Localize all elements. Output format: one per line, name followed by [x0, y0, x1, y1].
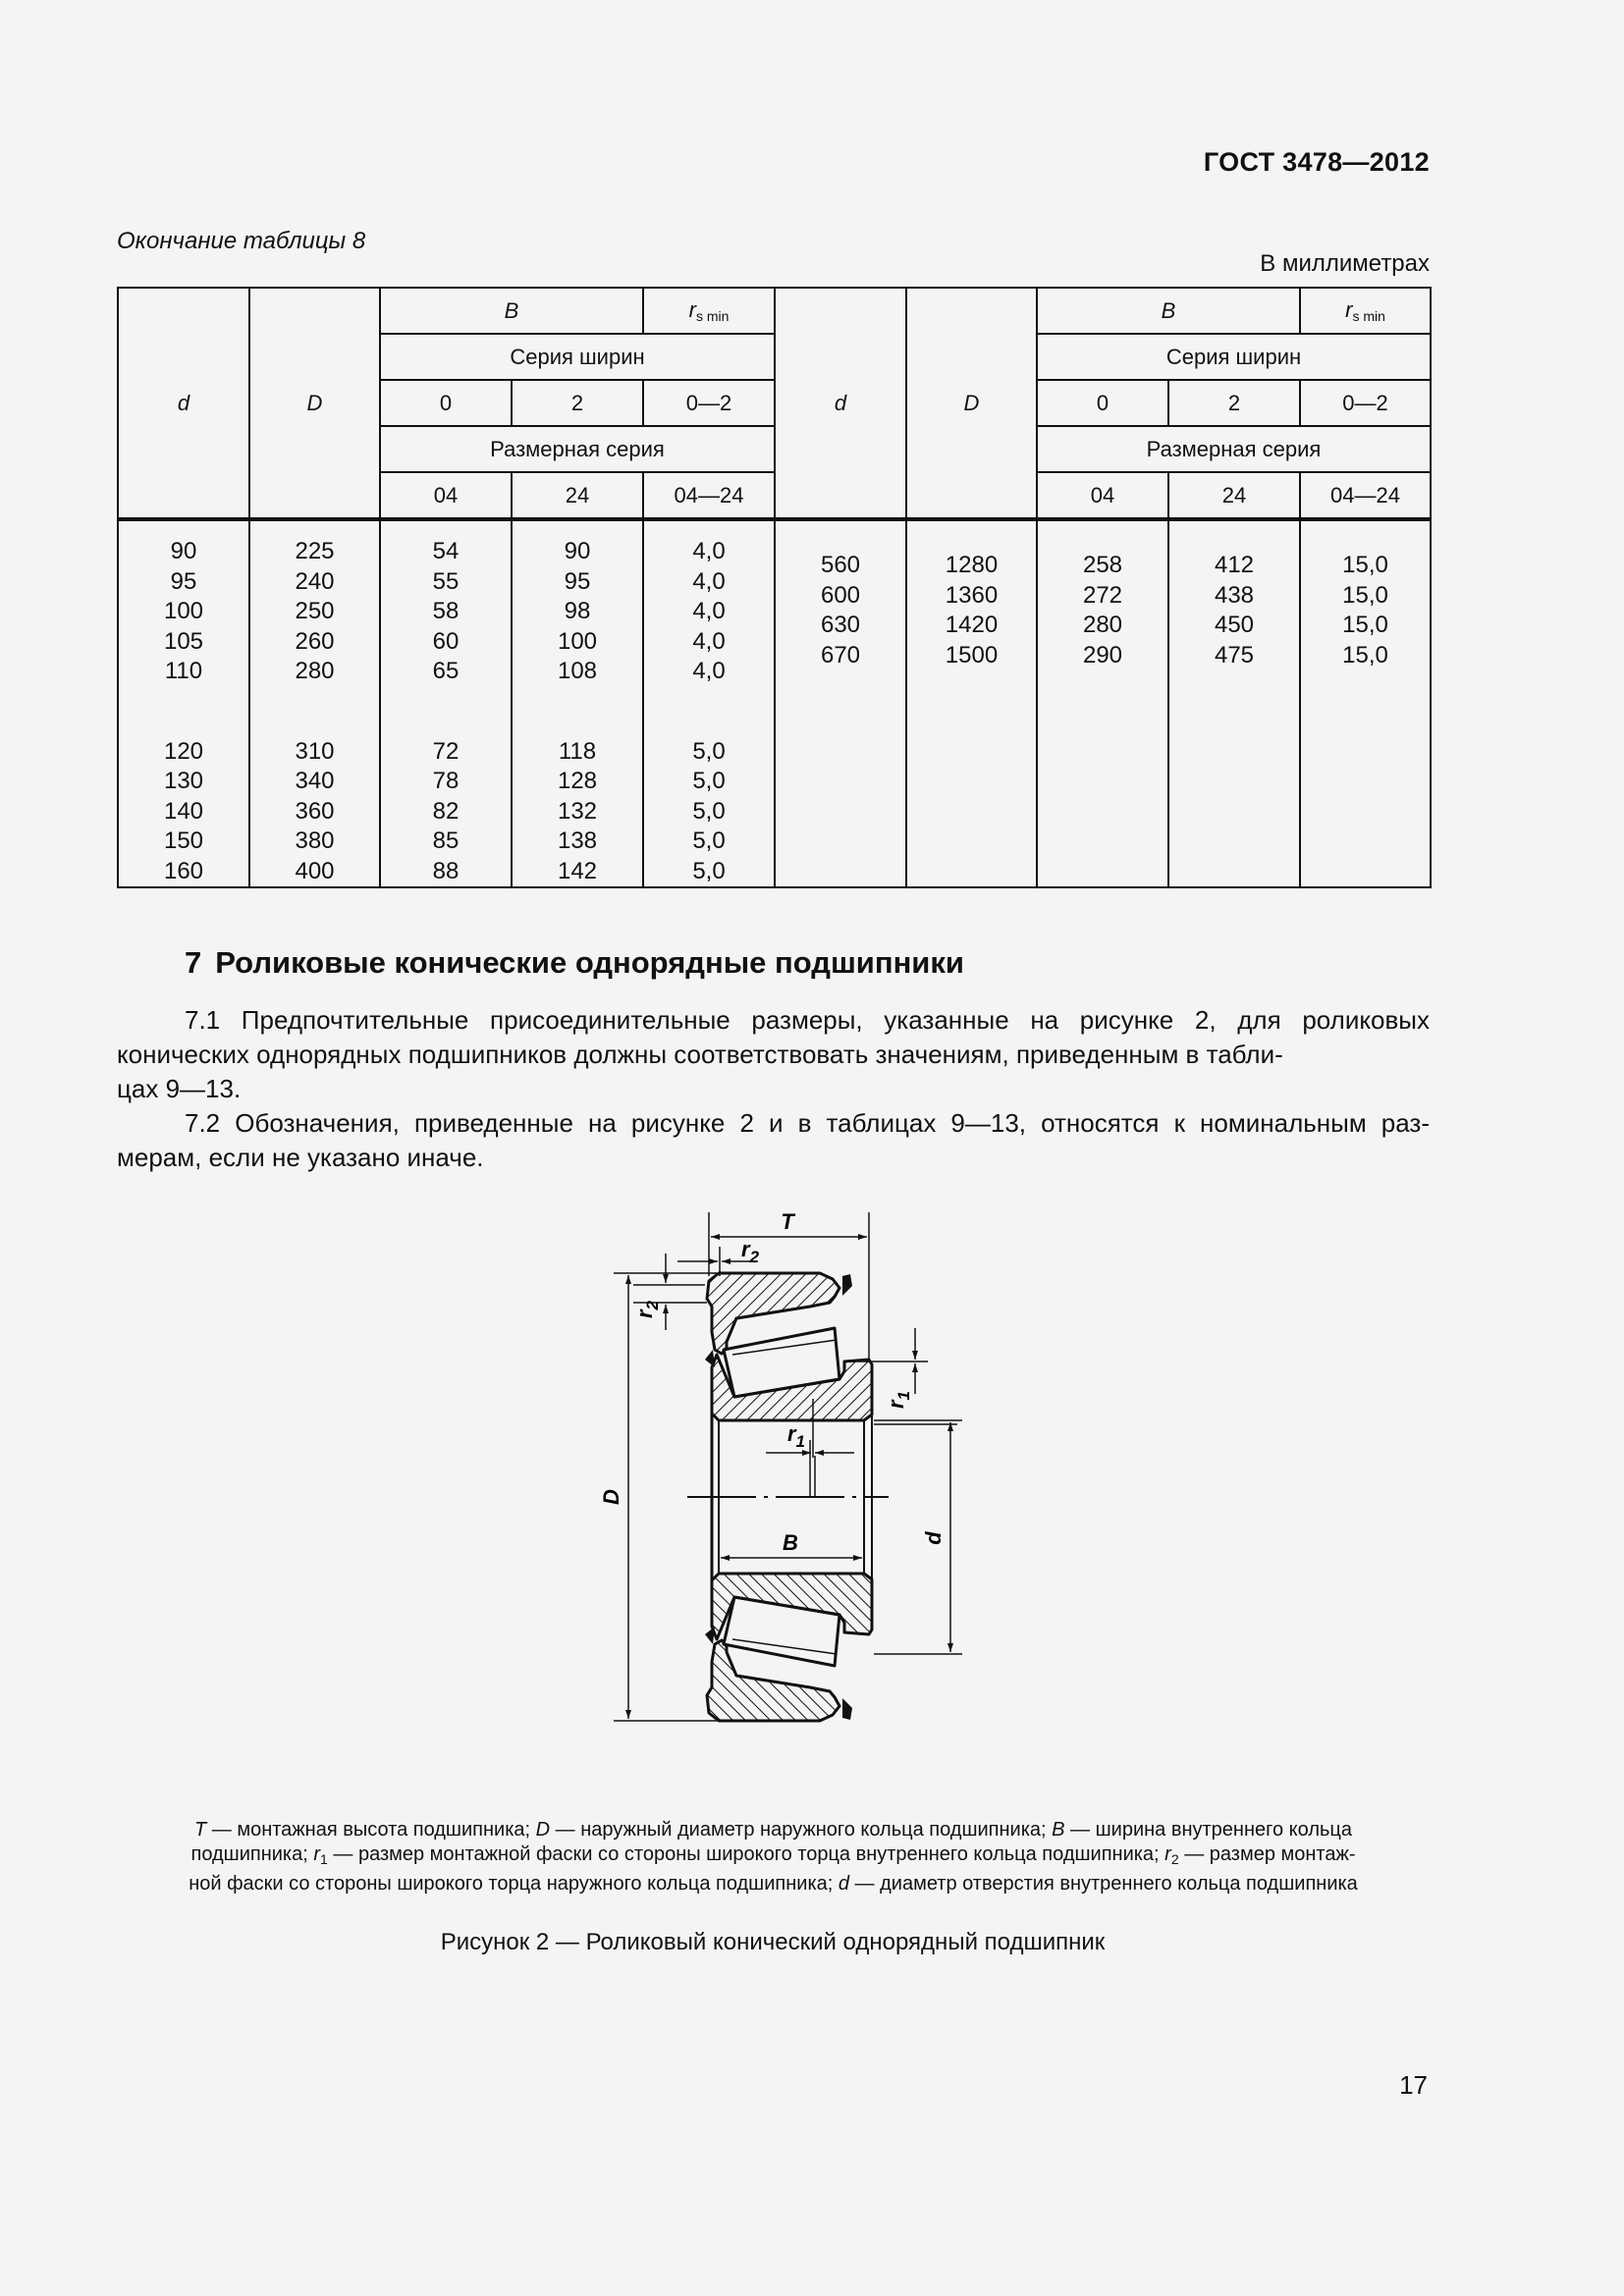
- ds-04: 04: [380, 472, 512, 519]
- width-series-header: Серия ширин: [380, 334, 775, 380]
- col-header-D: D: [249, 288, 380, 519]
- label-r2-side: $r_2$: [632, 1300, 662, 1318]
- paragraph-7-2: 7.2 Обозначения, приведенные на рисунке 2 и в таблицах 9—13, относятся к номинальным раз- мерам, если не указано иначе.: [117, 1108, 1430, 1172]
- label-d: d: [921, 1531, 946, 1545]
- label-D: D: [599, 1489, 623, 1505]
- cell-d-right: 560 600 630 670: [775, 519, 906, 887]
- ws-2: 2: [1168, 380, 1300, 426]
- figure-legend: [117, 1818, 1430, 1896]
- ws-0-2: 0—2: [643, 380, 775, 426]
- label-r2-top: $r_2$: [741, 1237, 760, 1266]
- bearing-drawing: [589, 1202, 982, 1791]
- paragraph-7-1: 7.1 Предпочтительные присоединительные размеры, указанные на рисунке 2, для роликовых конических однорядных подшипников должны соответствовать значениям, приведенным в табли- цах 9—13.: [117, 1005, 1430, 1103]
- legend-line-1: T — монтажная высота подшипника; D — наружный диаметр наружного кольца подшипника; B — ширина внутреннего кольца: [193, 1819, 1352, 1841]
- ws-0: 0: [380, 380, 512, 426]
- ws-0-2: 0—2: [1300, 380, 1431, 426]
- col-header-r: $r_{s min}$: [1300, 288, 1431, 334]
- ws-0: 0: [1037, 380, 1168, 426]
- col-header-r: $r_{s min}$: [643, 288, 775, 334]
- ws-2: 2: [512, 380, 643, 426]
- ds-24: 24: [1168, 472, 1300, 519]
- cell-B0-right: 258 272 280 290: [1037, 519, 1168, 887]
- cell-r-right: 15,0 15,0 15,0 15,0: [1300, 519, 1431, 887]
- section-title: [185, 945, 964, 981]
- dim-series-header: Размерная серия: [1037, 426, 1431, 472]
- dimensions-table: [117, 287, 1432, 888]
- dimension-r1-inner: [776, 1440, 842, 1497]
- dim-series-header: Размерная серия: [380, 426, 775, 472]
- ds-04-24: 04—24: [643, 472, 775, 519]
- page-number: 17: [1399, 2070, 1428, 2100]
- standard-header: ГОСТ 3478—2012: [1203, 147, 1430, 177]
- cell-B2-right: 412 438 450 475: [1168, 519, 1300, 887]
- legend-line-3: ной фаски со стороны широкого торца наружного кольца подшипника; d — диаметр отверстия внутреннего кольца подшипника: [189, 1873, 1358, 1895]
- width-series-header: Серия ширин: [1037, 334, 1431, 380]
- cell-D-left: 225 240 250 260 280 310 340 360 380 400: [249, 519, 380, 887]
- dimension-d: [874, 1420, 962, 1654]
- legend-line-2: подшипника; $r_1$ — размер монтажной фаски со стороны широкого торца внутреннего кольца подшипника; $r_2$ — размер монтаж-: [190, 1843, 1356, 1867]
- label-T: T: [781, 1209, 794, 1234]
- label-r1-side: $r_1$: [884, 1390, 913, 1409]
- cell-B0-left: 54 55 58 60 65 72 78 82 85 88: [380, 519, 512, 887]
- col-header-D: D: [906, 288, 1037, 519]
- cell-D-right: 1280 1360 1420 1500: [906, 519, 1037, 887]
- cell-B2-left: 90 95 98 100 108 118 128 132 138 142: [512, 519, 643, 887]
- cell-d-left: 90 95 100 105 110 120 130 140 150 160: [118, 519, 249, 887]
- ds-04-24: 04—24: [1300, 472, 1431, 519]
- ds-24: 24: [512, 472, 643, 519]
- cell-r-left: 4,0 4,0 4,0 4,0 4,0 5,0 5,0 5,0 5,0 5,0: [643, 519, 775, 887]
- label-r1-inner: $r_1$: [786, 1421, 805, 1451]
- header-row-1: [118, 288, 1431, 334]
- table-units: В миллиметрах: [1260, 250, 1430, 277]
- figure-caption: Рисунок 2 — Роликовый конический однорядный подшипник: [440, 1929, 1106, 1955]
- table-data-row: [118, 519, 1431, 887]
- col-header-d: d: [775, 288, 906, 519]
- col-header-d: d: [118, 288, 249, 519]
- table-continuation: Окончание таблицы 8: [117, 228, 366, 254]
- section-number: 7: [185, 945, 202, 980]
- col-header-B: B: [1037, 288, 1300, 334]
- label-B: B: [783, 1530, 798, 1555]
- ds-04: 04: [1037, 472, 1168, 519]
- section-title-text: Роликовые конические однорядные подшипники: [215, 945, 964, 980]
- col-header-B: B: [380, 288, 643, 334]
